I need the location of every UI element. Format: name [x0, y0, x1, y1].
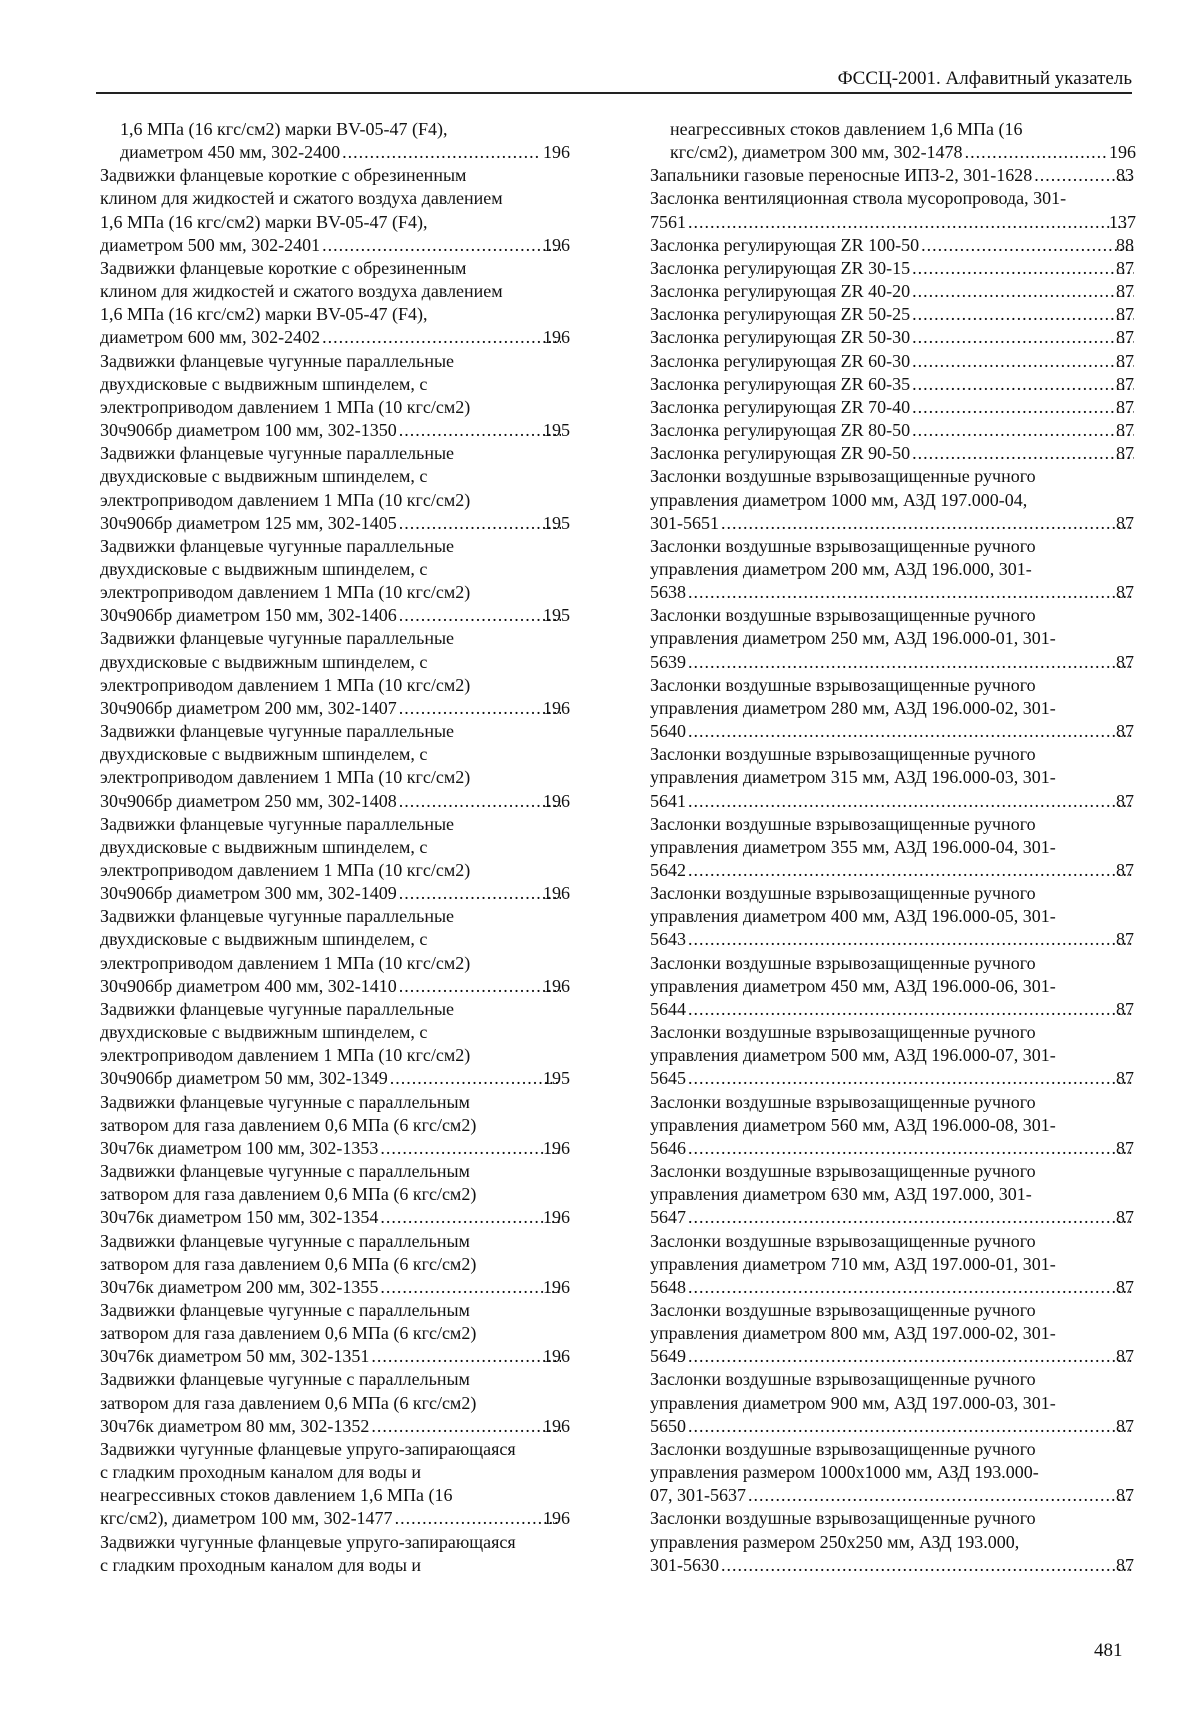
index-entry [650, 280, 1136, 303]
running-header-title: ФССЦ-2001. Алфавитный указатель [837, 68, 1132, 89]
index-entry-text: 30ч906бр диаметром 100 мм, 302-1350 [100, 420, 397, 441]
index-entry-text: 5643 [650, 929, 686, 950]
page-number: 481 [1094, 1640, 1123, 1661]
dot-leader [688, 1137, 1134, 1160]
dot-leader [921, 234, 1134, 257]
index-entry-last-line [100, 975, 570, 998]
index-entry-text: управления диаметром 400 мм, АЗД 196.000-05, 301- [650, 906, 1056, 927]
dot-leader [688, 1345, 1134, 1368]
index-entry-last-line [100, 1067, 570, 1090]
index-entry-last-line [100, 1276, 570, 1299]
index-entry [650, 952, 1136, 1021]
index-entry [650, 743, 1136, 812]
index-entry-text: 30ч906бр диаметром 125 мм, 302-1405 [100, 512, 397, 533]
index-entry-text: Задвижки фланцевые чугунные с параллельным [100, 1230, 470, 1251]
dot-leader [912, 442, 1134, 465]
index-entry-last-line [100, 1345, 570, 1368]
index-entry-text: управления диаметром 1000 мм, АЗД 197.000-04, [650, 489, 1028, 510]
index-entry-last-line: 5642 ..... 87 [670, 859, 1136, 882]
index-entry-text: затвором для газа давлением 0,6 МПа (6 кгс/см2) [100, 1392, 477, 1413]
index-entry [650, 1091, 1136, 1160]
index-entry-text: двухдисковые с выдвижным шпинделем, с [100, 1022, 428, 1043]
index-entry-page: 196 [543, 1207, 570, 1228]
index-entry [650, 465, 1136, 534]
index-entry-last-line [670, 141, 1136, 164]
index-entry-last-line: 5641 ..... 87 [670, 790, 1136, 813]
index-entry-text: Задвижки фланцевые чугунные параллельные [100, 906, 455, 927]
index-entry-text: Задвижки фланцевые чугунные с параллельным [100, 1161, 470, 1182]
index-entry-text: Заслонки воздушные взрывозащищенные ручного [650, 952, 1036, 973]
index-entry [100, 118, 570, 164]
index-entry-page: 196 [543, 1415, 570, 1436]
index-entry-text: управления диаметром 200 мм, АЗД 196.000, 301- [650, 558, 1032, 579]
index-entry-text: управления диаметром 280 мм, АЗД 196.000-02, 301- [650, 697, 1056, 718]
index-entry-last-line [100, 1415, 570, 1438]
index-entry [100, 905, 570, 998]
index-entry-text: Заслонки воздушные взрывозащищенные ручного [650, 1438, 1036, 1459]
index-entry-text: Заслонки воздушные взрывозащищенные ручного [650, 1230, 1036, 1251]
index-entry-last-line [100, 1206, 570, 1229]
index-entry-text: Задвижки чугунные фланцевые упруго-запирающаяся [100, 1438, 516, 1459]
index-entry [650, 1438, 1136, 1507]
index-entry-page: 196 [543, 234, 570, 255]
dot-leader [912, 350, 1134, 373]
index-entry-last-line: Заслонка регулирующая ZR 70-40 ..... 87 [670, 396, 1136, 419]
index-entry-text: 5646 [650, 1137, 686, 1158]
index-entry-text: Задвижки фланцевые чугунные с параллельным [100, 1299, 470, 1320]
index-entry-last-line: 5638 ..... 87 [670, 581, 1136, 604]
index-entry [100, 1299, 570, 1368]
index-entry [650, 303, 1136, 326]
index-entry [650, 1160, 1136, 1229]
index-entry-text: диаметром 500 мм, 302-2401 [100, 234, 321, 255]
dot-leader [721, 512, 1134, 535]
index-entry-last-line [100, 419, 570, 442]
index-entry-text: управления диаметром 900 мм, АЗД 197.000-03, 301- [650, 1392, 1056, 1413]
index-entry-page: 195 [543, 420, 570, 441]
index-entry-page: 196 [543, 1137, 570, 1158]
index-entry-text: Заслонки воздушные взрывозащищенные ручного [650, 1508, 1036, 1529]
dot-leader [322, 234, 561, 257]
index-entry-last-line [100, 604, 570, 627]
index-entry-text: управления диаметром 630 мм, АЗД 197.000, 301- [650, 1184, 1032, 1205]
dot-leader [688, 1206, 1134, 1229]
index-entry-last-line: 5640 ..... 87 [670, 720, 1136, 743]
index-entry-text: Заслонка регулирующая ZR 60-30 [650, 350, 911, 371]
index-entry [650, 164, 1136, 187]
index-entry-text: двухдисковые с выдвижным шпинделем, с [100, 929, 428, 950]
index-entry-last-line: 5649 ..... 87 [670, 1345, 1136, 1368]
index-entry-text: Задвижки фланцевые чугунные параллельные [100, 813, 455, 834]
index-entry-text: 30ч76к диаметром 150 мм, 302-1354 [100, 1207, 379, 1228]
dot-leader [322, 326, 561, 349]
index-entry-text: Заслонка регулирующая ZR 40-20 [650, 281, 911, 302]
index-entry-last-line: 5647 ..... 87 [670, 1206, 1136, 1229]
index-entry-text: Задвижки фланцевые чугунные параллельные [100, 443, 455, 464]
dot-leader [395, 1507, 561, 1530]
index-entry [100, 720, 570, 813]
index-entry-text: Заслонки воздушные взрывозащищенные ручного [650, 813, 1036, 834]
index-entry [650, 1021, 1136, 1090]
index-entry-text: 5648 [650, 1276, 686, 1297]
index-entry [650, 234, 1136, 257]
index-entry-text: управления размером 1000х1000 мм, АЗД 193.000- [650, 1462, 1039, 1483]
index-entry-last-line: 5650 ..... 87 [670, 1415, 1136, 1438]
index-entry-text: управления диаметром 355 мм, АЗД 196.000-04, 301- [650, 836, 1056, 857]
index-entry-text: с гладким проходным каналом для воды и [100, 1554, 422, 1575]
index-entry-text: Заслонки воздушные взрывозащищенные ручного [650, 1161, 1036, 1182]
index-entry [100, 442, 570, 535]
dot-leader [390, 1067, 561, 1090]
index-entry-text: 30ч76к диаметром 50 мм, 302-1351 [100, 1346, 370, 1367]
index-entry-text: 5642 [650, 860, 686, 880]
dot-leader [380, 1276, 561, 1299]
index-entry-text: Заслонка регулирующая ZR 80-50 [650, 420, 911, 441]
dot-leader [748, 1484, 1134, 1507]
index-entry-text: Задвижки чугунные фланцевые упруго-запирающаяся [100, 1531, 516, 1552]
dot-leader [912, 373, 1134, 396]
index-entry-text: неагрессивных стоков давлением 1,6 МПа (16 [670, 119, 1023, 139]
index-entry-last-line: Заслонка регулирующая ZR 40-20 ..... 87 [670, 280, 1136, 303]
index-entry-text: неагрессивных стоков давлением 1,6 МПа (16 [100, 1485, 453, 1506]
index-entry-last-line: Заслонка регулирующая ZR 60-35 ..... 87 [670, 373, 1136, 396]
dot-leader [399, 790, 561, 813]
index-entry-last-line: 5639 ..... 87 [670, 651, 1136, 674]
index-entry-text: электроприводом давлением 1 МПа (10 кгс/см2) [100, 1045, 471, 1066]
index-entry-text: двухдисковые с выдвижным шпинделем, с [100, 558, 428, 579]
index-entry-text: управления диаметром 500 мм, АЗД 196.000-07, 301- [650, 1045, 1056, 1066]
index-entry-text: Заслонки воздушные взрывозащищенные ручного [650, 883, 1036, 904]
index-entry [100, 350, 570, 443]
index-entry-last-line: Заслонка регулирующая ZR 80-50 ..... 87 [670, 419, 1136, 442]
dot-leader [688, 1276, 1134, 1299]
index-entry-page: 196 [543, 1346, 570, 1367]
index-entry-last-line: 5646 ..... 87 [670, 1137, 1136, 1160]
index-entry-page: 195 [543, 1068, 570, 1089]
index-entry-text: кгс/см2), диаметром 100 мм, 302-1477 [100, 1508, 393, 1529]
index-entry-text: Задвижки фланцевые чугунные параллельные [100, 721, 455, 742]
index-entry-text: Заслонка регулирующая ZR 90-50 [650, 443, 911, 464]
index-entry-text: электроприводом давлением 1 МПа (10 кгс/см2) [100, 767, 471, 788]
dot-leader [688, 1415, 1134, 1438]
index-entry-text: 30ч76к диаметром 80 мм, 302-1352 [100, 1415, 370, 1436]
dot-leader [399, 512, 561, 535]
index-entry-text: Задвижки фланцевые чугунные параллельные [100, 628, 455, 649]
dot-leader [688, 1067, 1134, 1090]
index-entry-text: с гладким проходным каналом для воды и [100, 1462, 422, 1483]
index-entry-page: 196 [543, 790, 570, 811]
index-entry [100, 1091, 570, 1160]
index-entry-text: 301-5630 [650, 1554, 719, 1575]
dot-leader [371, 1345, 561, 1368]
index-entry-page: 196 [543, 1276, 570, 1297]
index-entry-text: 30ч906бр диаметром 150 мм, 302-1406 [100, 605, 397, 626]
index-entry-page: 196 [543, 975, 570, 996]
index-entry-text: двухдисковые с выдвижным шпинделем, с [100, 836, 428, 857]
index-entry-text: 5638 [650, 582, 686, 603]
index-entry [650, 674, 1136, 743]
index-entry-text: 5644 [650, 998, 686, 1019]
dot-leader [912, 419, 1134, 442]
index-entry-text: Заслонки воздушные взрывозащищенные ручного [650, 1022, 1036, 1043]
index-entry-text: двухдисковые с выдвижным шпинделем, с [100, 744, 428, 765]
index-entry-last-line: 301-5651 ..... 87 [670, 512, 1136, 535]
dot-leader [688, 211, 1127, 234]
index-entry [650, 1299, 1136, 1368]
index-entry [650, 373, 1136, 396]
index-entry [100, 813, 570, 906]
index-entry-text: Заслонки воздушные взрывозащищенные ручного [650, 744, 1036, 765]
index-entry [100, 1531, 570, 1577]
index-column-right [650, 118, 1136, 1577]
index-entry-last-line: 5645 ..... 87 [670, 1067, 1136, 1090]
index-entry-text: 1,6 МПа (16 кгс/см2) марки BV-05-47 (F4), [120, 119, 448, 139]
index-entry-text: 30ч906бр диаметром 50 мм, 302-1349 [100, 1068, 388, 1089]
index-entry [100, 164, 570, 257]
dot-leader [399, 882, 561, 905]
dot-leader [371, 1415, 561, 1438]
index-entry-text: 5640 [650, 721, 686, 742]
index-entry-last-line: Запальники газовые переносные ИПЗ-2, 301-1628 ..... 83 [670, 164, 1136, 187]
running-header [96, 58, 1132, 94]
index-entry-text: Заслонки воздушные взрывозащищенные ручного [650, 605, 1036, 626]
index-entry-text: 1,6 МПа (16 кгс/см2) марки BV-05-47 (F4), [100, 211, 428, 232]
index-entry-text: Заслонка регулирующая ZR 60-35 [650, 373, 911, 394]
index-entry-text: управления диаметром 250 мм, АЗД 196.000-01, 301- [650, 628, 1056, 649]
index-entry-text: Задвижки фланцевые чугунные параллельные [100, 350, 455, 371]
index-entry-text: 5641 [650, 790, 686, 811]
index-entry-page: 196 [543, 883, 570, 904]
index-entry [100, 1438, 570, 1531]
index-entry [650, 118, 1136, 164]
dot-leader [912, 396, 1134, 419]
index-entry-text: клином для жидкостей и сжатого воздуха давлением [100, 188, 503, 209]
index-entry-text: 30ч906бр диаметром 300 мм, 302-1409 [100, 883, 397, 904]
dot-leader [912, 257, 1134, 280]
index-entry-text: управления диаметром 710 мм, АЗД 197.000-01, 301- [650, 1253, 1056, 1274]
index-entry-text: 5647 [650, 1207, 686, 1228]
index-entry-last-line: 07, 301-5637 ..... 87 [670, 1484, 1136, 1507]
index-entry-text: управления диаметром 315 мм, АЗД 196.000-03, 301- [650, 767, 1056, 788]
index-column-left [100, 118, 570, 1577]
dot-leader [399, 697, 561, 720]
index-entry-text: 30ч906бр диаметром 200 мм, 302-1407 [100, 697, 397, 718]
index-entry-last-line: 5643 ..... 87 [670, 928, 1136, 951]
index-entry [650, 1368, 1136, 1437]
index-entry [650, 326, 1136, 349]
index-entry-text: затвором для газа давлением 0,6 МПа (6 кгс/см2) [100, 1253, 477, 1274]
index-entry-last-line: 5644 ..... 87 [670, 998, 1136, 1021]
index-entry-text: Заслонка регулирующая ZR 70-40 [650, 396, 911, 417]
index-entry [650, 187, 1136, 233]
index-entry-page: 196 [543, 697, 570, 718]
index-entry [650, 813, 1136, 882]
index-entry-last-line: Заслонка регулирующая ZR 50-30 ..... 87 [670, 326, 1136, 349]
index-entry-text: Заслонки воздушные взрывозащищенные ручного [650, 1299, 1036, 1320]
index-entry-text: управления диаметром 560 мм, АЗД 196.000-08, 301- [650, 1114, 1056, 1135]
index-entry-last-line: Заслонка регулирующая ZR 50-25 ..... 87 [670, 303, 1136, 326]
index-entry-page: 196 [543, 1508, 570, 1529]
index-entry-text: Заслонки воздушные взрывозащищенные ручного [650, 1091, 1036, 1112]
dot-leader [912, 303, 1134, 326]
dot-leader [688, 998, 1134, 1021]
index-entry-last-line [120, 141, 570, 164]
index-entry-page: 196 [1109, 142, 1136, 163]
index-entry-text: двухдисковые с выдвижным шпинделем, с [100, 373, 428, 394]
index-entry-text: Задвижки фланцевые чугунные параллельные [100, 998, 455, 1019]
index-entry-last-line [100, 326, 570, 349]
index-entry-last-line: Заслонка регулирующая ZR 30-15 ..... 87 [670, 257, 1136, 280]
index-entry [650, 257, 1136, 280]
index-entry-text: Задвижки фланцевые чугунные параллельные [100, 535, 455, 556]
index-entry-text: Заслонка регулирующая ZR 50-30 [650, 327, 911, 348]
dot-leader [380, 1206, 561, 1229]
dot-leader [688, 720, 1134, 743]
dot-leader [688, 581, 1134, 604]
index-entry-text: клином для жидкостей и сжатого воздуха давлением [100, 281, 503, 302]
index-entry-text: 5645 [650, 1068, 686, 1089]
dot-leader [912, 326, 1134, 349]
index-entry-last-line [100, 234, 570, 257]
index-entry [650, 396, 1136, 419]
index-entry-text: 5649 [650, 1346, 686, 1367]
index-entry [100, 257, 570, 350]
index-entry-page: 196 [543, 327, 570, 348]
dot-leader [399, 975, 561, 998]
index-entry-text: затвором для газа давлением 0,6 МПа (6 кгс/см2) [100, 1114, 477, 1135]
index-entry-last-line [100, 882, 570, 905]
index-entry [650, 882, 1136, 951]
index-entry-page: 195 [543, 605, 570, 626]
index-entry [650, 1507, 1136, 1576]
index-entry-text: управления диаметром 450 мм, АЗД 196.000-06, 301- [650, 975, 1056, 996]
dot-leader [688, 928, 1134, 951]
index-entry-last-line [100, 697, 570, 720]
index-entry [650, 1230, 1136, 1299]
index-entry-text: Заслонки воздушные взрывозащищенные ручного [650, 1369, 1036, 1390]
index-entry-text: 07, 301-5637 [650, 1485, 746, 1506]
index-entry-text: двухдисковые с выдвижным шпинделем, с [100, 466, 428, 487]
index-entry-text: управления диаметром 800 мм, АЗД 197.000-02, 301- [650, 1323, 1056, 1344]
index-entry-text: двухдисковые с выдвижным шпинделем, с [100, 651, 428, 672]
index-entry-text: 30ч76к диаметром 100 мм, 302-1353 [100, 1137, 379, 1158]
index-entry-text: затвором для газа давлением 0,6 МПа (6 кгс/см2) [100, 1184, 477, 1205]
index-entry [650, 442, 1136, 465]
index-entry-last-line [100, 1137, 570, 1160]
dot-leader [399, 604, 561, 627]
index-entry-text: Заслонка регулирующая ZR 30-15 [650, 257, 911, 278]
index-entry-last-line: Заслонка регулирующая ZR 100-50 ..... 88 [670, 234, 1136, 257]
index-entry-text: Задвижки фланцевые чугунные с параллельным [100, 1091, 470, 1112]
index-entry-text: электроприводом давлением 1 МПа (10 кгс/см2) [100, 952, 471, 973]
index-entry-text: Заслонки воздушные взрывозащищенные ручного [650, 535, 1036, 556]
index-entry-text: Запальники газовые переносные ИПЗ-2, 301-1628 [650, 165, 1033, 186]
index-entry-text: электроприводом давлением 1 МПа (10 кгс/см2) [100, 396, 471, 417]
dot-leader [688, 790, 1134, 813]
dot-leader [342, 141, 541, 164]
index-entry-text: электроприводом давлением 1 МПа (10 кгс/см2) [100, 860, 471, 880]
index-entry [100, 1368, 570, 1437]
index-entry-text: 30ч76к диаметром 200 мм, 302-1355 [100, 1276, 379, 1297]
index-entry-text: 5639 [650, 651, 686, 672]
index-entry-last-line [650, 211, 1136, 234]
index-entry-page: 196 [543, 142, 570, 163]
index-entry-text: управления размером 250х250 мм, АЗД 193.000, [650, 1531, 1020, 1552]
index-entry-text: кгс/см2), диаметром 300 мм, 302-1478 [670, 142, 963, 163]
index-entry-text: Заслонки воздушные взрывозащищенные ручного [650, 466, 1036, 487]
index-entry-last-line: 5648 ..... 87 [670, 1276, 1136, 1299]
index-entry-text: Заслонка вентиляционная ствола мусоропровода, 301- [650, 188, 1067, 209]
index-entry-text: электроприводом давлением 1 МПа (10 кгс/см2) [100, 489, 471, 510]
index-entry-text: Заслонки воздушные взрывозащищенные ручного [650, 674, 1036, 695]
dot-leader [721, 1554, 1134, 1577]
index-entry-text: Задвижки фланцевые чугунные с параллельным [100, 1369, 470, 1390]
index-entry [100, 627, 570, 720]
index-entry-text: электроприводом давлением 1 МПа (10 кгс/см2) [100, 674, 471, 695]
index-entry-text: 30ч906бр диаметром 250 мм, 302-1408 [100, 790, 397, 811]
index-entry-text: электроприводом давлением 1 МПа (10 кгс/см2) [100, 582, 471, 603]
index-entry-text: Задвижки фланцевые короткие с обрезиненным [100, 257, 467, 278]
dot-leader [399, 419, 561, 442]
index-entry-text: диаметром 600 мм, 302-2402 [100, 327, 321, 348]
index-entry [100, 998, 570, 1091]
index-entry-text: затвором для газа давлением 0,6 МПа (6 кгс/см2) [100, 1323, 477, 1344]
index-entry-text: Заслонка регулирующая ZR 100-50 [650, 234, 920, 255]
dot-leader [380, 1137, 561, 1160]
index-entry-text: Заслонка регулирующая ZR 50-25 [650, 304, 911, 325]
index-entry-page: 137 [1109, 211, 1136, 232]
index-entry-text: 5650 [650, 1415, 686, 1436]
index-entry [100, 1160, 570, 1229]
dot-leader [688, 651, 1134, 674]
index-entry-last-line [100, 512, 570, 535]
index-entry-text: Задвижки фланцевые короткие с обрезиненным [100, 165, 467, 186]
index-entry-text: 7561 [650, 211, 686, 232]
index-entry [100, 535, 570, 628]
index-entry-text: 30ч906бр диаметром 400 мм, 302-1410 [100, 975, 397, 996]
index-entry-last-line [100, 1507, 570, 1530]
index-entry-last-line: Заслонка регулирующая ZR 90-50 ..... 87 [670, 442, 1136, 465]
index-entry [650, 535, 1136, 604]
index-entry-text: диаметром 450 мм, 302-2400 [120, 142, 341, 163]
index-entry-last-line: Заслонка регулирующая ZR 60-30 ..... 87 [670, 350, 1136, 373]
index-entry-last-line [100, 790, 570, 813]
index-entry-last-line: 301-5630 ..... 87 [670, 1554, 1136, 1577]
index-entry [100, 1230, 570, 1299]
dot-leader [965, 141, 1107, 164]
index-entry-text: 1,6 МПа (16 кгс/см2) марки BV-05-47 (F4), [100, 304, 428, 325]
index-entry [650, 419, 1136, 442]
index-entry [650, 604, 1136, 673]
index-entry-page: 195 [543, 512, 570, 533]
dot-leader [688, 859, 1134, 882]
index-entry [650, 350, 1136, 373]
dot-leader [912, 280, 1134, 303]
index-entry-text: 301-5651 [650, 512, 719, 533]
